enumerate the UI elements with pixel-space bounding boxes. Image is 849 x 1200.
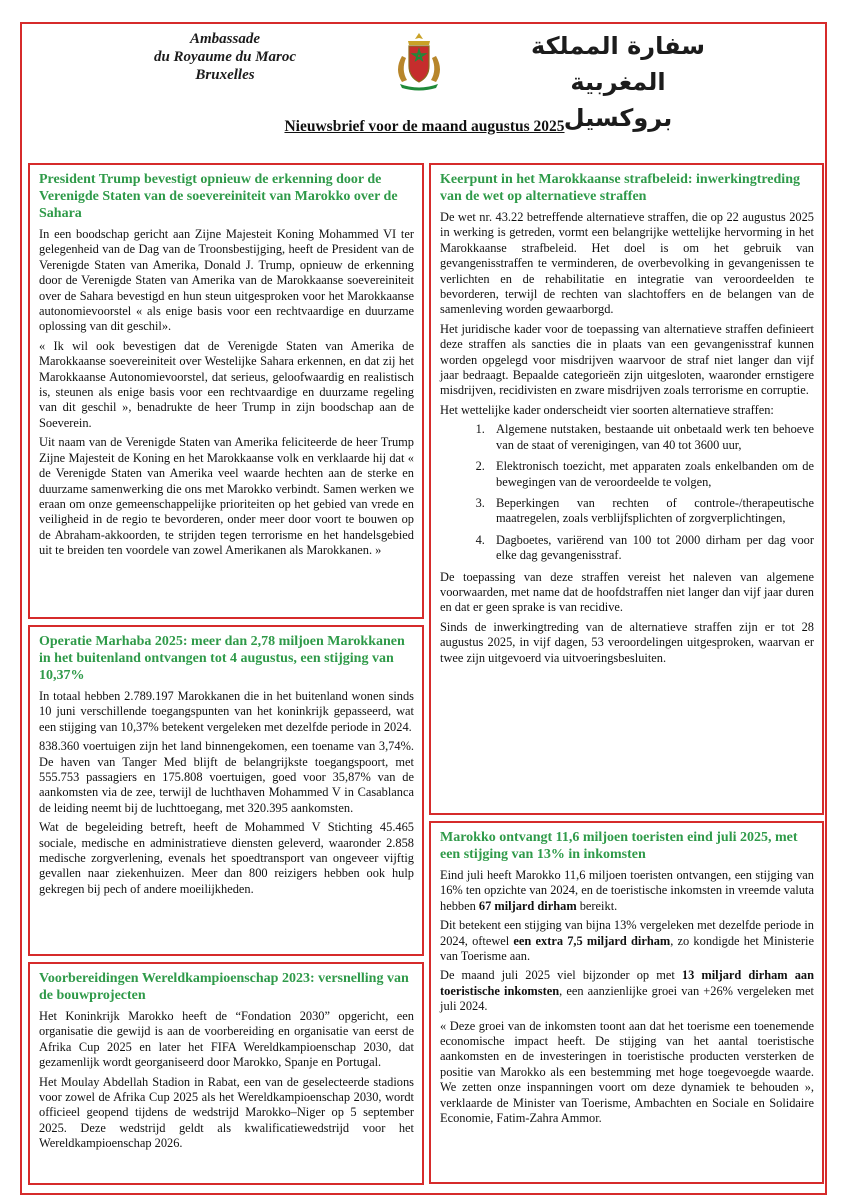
text-run: , zo kondigde het Ministerie van Toerisme aan. — [440, 933, 814, 964]
article-world-cup — [28, 962, 424, 1185]
header-fr-line1: Ambassade — [189, 31, 260, 47]
highlight-amount: 13 miljard dirham aan toeristische inkomsten — [440, 968, 815, 998]
article-title: Voorbereidingen Wereldkampioenschap 2023: versnelling van de bouwprojecten — [39, 971, 409, 1003]
list-item: 4. Dagboetes, variërend van 100 tot 2000 dirham per dag voor elke dag gevangenisstraf. — [488, 533, 814, 564]
article-title: Marokko ontvangt 11,6 miljoen toeristen eind juli 2025, met een stijging van 13% in inkomsten — [440, 830, 798, 862]
header-fr-line3: Bruxelles — [195, 67, 255, 83]
paragraph: De toepassing van deze straffen vereist het naleven van algemene voorwaarden, met name dat de hoofdstraffen niet langer dan vijf jaar duren en dat er geen sprake is van recidive. — [440, 569, 814, 615]
article-title: Keerpunt in het Marokkaanse strafbeleid: inwerkingtreding van de wet op alternatieve straffen — [440, 172, 800, 204]
text-run: Eind juli heeft Marokko 11,6 miljoen toeristen ontvangen, een stijging van 16% ten opzichte van 2024, en de toeristische inkomsten in vreemde valuta hebben — [440, 868, 814, 913]
paragraph: De wet nr. 43.22 betreffende alternatieve straffen, die op 22 augustus 2025 in werking is getreden, vormt een belangrijke wettelijke hervorming in het Marokkaanse strafbeleid. Het doel is om het gebruik van gevangenisstraffen te verminderen, de overbevolking in gevangenissen te verlichten en de rehabilitatie en integratie van veroordeelden te bevorderen, terwijl de rechten van slachtoffers en de belangen van de samenleving worden gewaarborgd. — [440, 210, 814, 317]
article-title: Operatie Marhaba 2025: meer dan 2,78 miljoen Marokkanen in het buitenland ontvangen tot 4 augustus, een stijging van 10,37% — [39, 634, 405, 683]
paragraph: In een boodschap gericht aan Zijne Majesteit Koning Mohammed VI ter gelegenheid van de Dag van de Troonsbestijging, heeft de President van de Verenigde Staten van Amerika, Donald J. Trump, opnieuw de erkenning door de Verenigde Staten van Amerika van de Marokkaanse soevereiniteit over de Sahara bevestigd en hun steun uitgesproken voor het Marokkaanse autonomievoorstel « als enige basis voor een rechtvaardige en duurzame oplossing van dit geschil». — [39, 227, 414, 334]
paragraph — [440, 968, 814, 1014]
paragraph: Wat de begeleiding betreft, heeft de Mohammed V Stichting 45.465 sociale, medische en administratieve diensten geleverd, waaronder 2.858 medische zorgverlening, evenals het spoedtransport van ongeveer vijftig gevallen naar ziekenhuizen. Meer dan 800 reizigers hebben ook hulp gekregen bij pech of andere moeilijkheden. — [39, 820, 414, 896]
highlight-amount: 67 miljard dirham — [478, 898, 577, 913]
paragraph: Het juridische kader voor de toepassing van alternatieve straffen definieert deze straffen als sancties die in plaats van een gevangenisstraf kunnen worden opgelegd voor misdrijven waarvoor de straf niet langer dan vijf jaar bedraagt. Bepaalde categorieën zijn uitgesloten, waaronder ernstigere misdrijven, recidivisten en zware misdrijven zoals terrorisme en corruptie. — [440, 321, 814, 398]
header-fr-line2: du Royaume du Maroc — [153, 49, 297, 65]
article-trump-sahara — [28, 163, 424, 619]
header-ar-line2: بروكسيل — [563, 104, 673, 132]
sentence-types-list — [440, 422, 814, 563]
paragraph: Uit naam van de Verenigde Staten van Amerika feliciteerde de heer Trump Zijne Majesteit de Koning en het Marokkaanse volk en verklaarde hij dat « de Verenigde Staten van Amerika veel waarde hechten aan de sterke en duurzame samenwerking die ons met Marokko verbindt. Samen werken we eraan om onze gemeenschappelijke prioriteiten op het gebied van vrede en veiligheid in de regio te bevorderen, onder meer door voort te bouwen op de Abraham-akkoorden, te strijden tegen terrorisme en het handelsgebied uit te breiden ten voordele van zowel Amerikanen als Marokkanen. » — [39, 435, 414, 558]
text-run: De maand juli 2025 viel bijzonder op met — [440, 968, 682, 983]
text-run: , een aanzienlijke groei van +26% vergeleken met juli 2024. — [440, 983, 814, 1014]
article-marhaba-2025 — [28, 625, 424, 956]
list-item: 3. Beperkingen van rechten of controle-/therapeutische maatregelen, zoals verblijfsplichten of zorgverplichtingen, — [488, 496, 814, 527]
article-alternative-sentences — [429, 163, 824, 815]
list-item: 2. Elektronisch toezicht, met apparaten zoals enkelbanden om de bewegingen van de veroordeelde te volgen, — [488, 459, 814, 490]
paragraph: 838.360 voertuigen zijn het land binnengekomen, een toename van 3,74%. De haven van Tanger Med blijft de belangrijkste toegangspoort, met 555.753 passagiers en 175.808 voertuigen, goed voor 35,87% van de aankomsten via de zee, terwijl de luchthaven Mohammed V in Casablanca de leiding neemt bij de luchttoegang, met 320.395 aankomsten. — [39, 739, 414, 815]
paragraph: « Ik wil ook bevestigen dat de Verenigde Staten van Amerika de Marokkaanse soevereiniteit over Westelijke Sahara erkennen, en dat zij het Marokkaanse Autonomievoorstel, dat serieus, geloofwaardig en realistisch is, steunen als enige basis voor een rechtvaardige en duurzame regeling van dit geschil », benadrukte de heer Trump in zijn boodschap aan de Soeverein. — [39, 338, 414, 430]
paragraph: Het Moulay Abdellah Stadion in Rabat, een van de geselecteerde stadions voor zowel de Afrika Cup 2025 als het Wereldkampioenschap 2030, wordt officieel geopend tijdens de wedstrijd Marokko–Niger op 5 september 2025. Deze wedstrijd geldt als kwalificatiewedstrijd voor het Wereldkampioenschap 2026. — [39, 1074, 414, 1151]
article-tourism — [429, 821, 824, 1184]
paragraph: « Deze groei van de inkomsten toont aan dat het toerisme een toenemende economische impact heeft. De stijging van het aantal toeristische aankomsten en de investeringen in toeristische producten versterken de positie van Marokko als een bestemming met hoge toegevoegde waarde. We zetten onze inspanningen voort om deze dynamiek te behouden », verklaarde de Minister van Toerisme, Ambachten en Sociale en Solidaire Economie, Fatim-Zahra Ammor. — [440, 1018, 814, 1126]
paragraph: Het Koninkrijk Marokko heeft de “Fondation 2030” opgericht, een organisatie die gewijd is aan de voorbereiding en organisatie van eerst de Afrika Cup 2025 en later het FIFA Wereldkampioenschap 2030, dat gezamenlijk wordt georganiseerd door Marokko, Spanje en Portugal. — [39, 1009, 414, 1070]
paragraph: Sinds de inwerkingtreding van de alternatieve straffen zijn er tot 28 augustus 2025, in vijf dagen, 53 veroordelingen uitgesproken, waarvan er twee zijn uitgevoerd via uitvoeringsbesluiten. — [440, 619, 814, 665]
list-item: 1. Algemene nutstaken, bestaande uit onbetaald werk ten behoeve van de staat of verenigingen, van 40 tot 3600 uur, — [488, 422, 814, 453]
text-run: Dit betekent een stijging van bijna 13% vergeleken met dezelfde periode in 2024, oftewel — [440, 918, 814, 948]
highlight-amount: een extra 7,5 miljard dirham — [513, 933, 671, 948]
text-run: bereikt. — [576, 898, 618, 913]
paragraph: Het wettelijke kader onderscheidt vier soorten alternatieve straffen: — [440, 402, 774, 417]
embassy-header-fr — [100, 30, 350, 84]
paragraph — [440, 868, 814, 914]
coat-of-arms-icon — [388, 30, 450, 92]
paragraph — [440, 918, 814, 964]
header-ar-line1: سفارة المملكة المغربية — [531, 32, 705, 96]
newsletter-title: Nieuwsbrief voor de maand augustus 2025 — [284, 118, 565, 135]
article-title: President Trump bevestigt opnieuw de erkenning door de Verenigde Staten van de soevereiniteit van Marokko over de Sahara — [39, 172, 398, 221]
paragraph: In totaal hebben 2.789.197 Marokkanen die in het buitenland wonen sinds 10 juni verschillende toegangspunten van het koninkrijk gepasseerd, wat een stijging van 10,37% betekent vergeleken met dezelfde periode in 2024. — [39, 689, 414, 734]
